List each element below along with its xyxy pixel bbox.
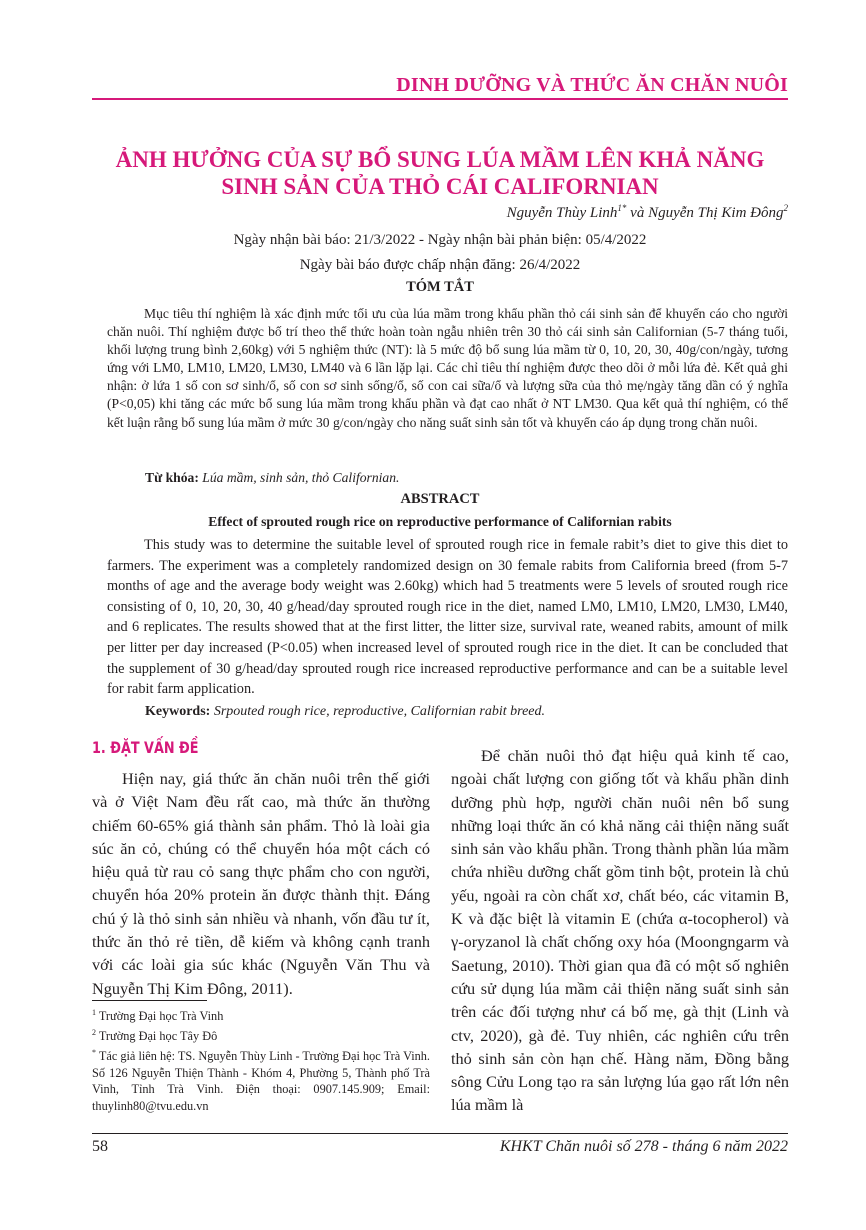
footnote-1 xyxy=(92,1005,430,1025)
abstract-body: This study was to determine the suitable level of sprouted rough rice in female rabit’s diet to give this diet to farmers. The experiment was a completely randomized design on 30 female rabits from California breed (from 5-7 months of age and the average body weight was 2.60kg) which had 5 treatments were 5 levels of srouted rough rice consisting of 0, 10, 20, 30, 40 g/head/day sprouted rough rice in the diet, named LM0, LM10, LM20, LM30, LM40, and 6 replicates. The results showed that at the first litter, the litter size, survival rate, weaned rabits, amount of milk per litter per day increased (P<0.05) when increased level of sprouted rough rice in the diet. It can be concluded that the supplement of 30 g/head/day sprouted rough rice increased reproductive performance and can be a suitable level for rabit farm application. xyxy=(107,537,788,698)
title-line-1: ẢNH HƯỞNG CỦA SỰ BỔ SUNG LÚA MẦM LÊN KHẢ NĂNG xyxy=(115,147,765,172)
footnote-corresponding xyxy=(92,1045,430,1115)
body-paragraph-1-text: Hiện nay, giá thức ăn chăn nuôi trên thế giới và ở Việt Nam đều rất cao, mà thức ăn thường chiếm 60-65% giá thành sản phẩm. Thỏ là loài gia súc ăn cỏ, chúng có thể chuyển hóa một cách có hiệu quả từ rau cỏ sang thực phẩm cho con người, chuyển hóa 20% protein ăn được thành thịt. Đáng chú ý là thỏ sinh sản nhiều và nhanh, vốn đầu tư ít, thức ăn thỏ rẻ tiền, dễ kiếm và không cạnh tranh với các loài gia súc khác (Nguyễn Văn Thu và Nguyễn Thị Kim Đông, 2011). xyxy=(92,769,430,998)
header-divider xyxy=(92,98,788,100)
body-paragraph-2-text: Để chăn nuôi thỏ đạt hiệu quả kinh tế cao, ngoài chất lượng con giống tốt và khẩu phần dinh dưỡng phù hợp, người chăn nuôi nên bổ sung những loại thức ăn có khả năng cải thiện năng suất sinh sản vào khẩu phần. Trong thành phần lúa mầm chứa nhiều dưỡng chất gồm tinh bột, protein là chủ yếu, ngoài ra còn chất xơ, chất béo, các vitamin B, K và đặc biệt là vitamin E (chứa α-tocopherol) và γ-oryzanol là chất chống oxy hóa (Moongngarm và Saetung, 2010). Thời gian qua đã có một số nghiên cứu sử dụng lúa mầm cải thiện năng suất sinh sản trên các đối tượng như cá bố mẹ, gà thịt (Linh và ctv, 2020), gà đẻ. Tuy nhiên, các nghiên cứu trên thỏ sinh sản còn hạn chế. Hàng năm, Đồng bằng sông Cửu Long tạo ra sản lượng lúa gạo rất lớn nên lúa mầm là xyxy=(451,746,789,1115)
abstract-title: Effect of sprouted rough rice on reproductive performance of Californian rabits xyxy=(208,514,672,529)
abstract-heading: ABSTRACT xyxy=(400,491,480,507)
keywords-vi xyxy=(145,470,399,486)
received-dates: Ngày nhận bài báo: 21/3/2022 - Ngày nhận bài phản biện: 05/4/2022 xyxy=(233,232,647,248)
footnote-divider xyxy=(92,1000,207,1001)
footnote-text: Tác giả liên hệ: TS. Nguyễn Thùy Linh - Trường Đại học Trà Vinh. Số 126 Nguyễn Thiện Thành - Khóm 4, Phường 5, Thành phố Trà Vinh, Tỉnh Trà Vinh. Điện thoại: 0907.145.909; Email: thuylinh80@tvu.edu.vn xyxy=(92,1048,430,1114)
author-join: và xyxy=(626,205,649,221)
title-line-2: SINH SẢN CỦA THỎ CÁI CALIFORNIAN xyxy=(221,174,659,199)
section-1-heading: 1. ĐẶT VẤN ĐỀ xyxy=(92,738,199,757)
summary-vi-heading: TÓM TẮT xyxy=(406,279,474,295)
author-1-mark: 1* xyxy=(617,203,627,213)
journal-citation: KHKT Chăn nuôi số 278 - tháng 6 năm 2022 xyxy=(499,1138,788,1155)
keywords-vi-value: Lúa mầm, sinh sản, thỏ Californian. xyxy=(198,470,400,485)
footnotes xyxy=(92,1005,430,1115)
section-header: DINH DƯỠNG VÀ THỨC ĂN CHĂN NUÔI xyxy=(396,74,788,96)
authors xyxy=(507,203,788,222)
footnote-mark: 1 xyxy=(92,1008,96,1017)
footnote-mark: 2 xyxy=(92,1027,96,1037)
article-title xyxy=(92,146,788,200)
author-1: Nguyễn Thùy Linh xyxy=(506,205,618,221)
author-2: Nguyễn Thị Kim Đông xyxy=(648,205,784,221)
footnote-text: Trường Đại học Tây Đô xyxy=(96,1028,218,1043)
keywords-en-value: Srpouted rough rice, reproductive, Californian rabit breed. xyxy=(210,704,545,719)
accepted-date: Ngày bài báo được chấp nhận đăng: 26/4/2022 xyxy=(299,257,581,273)
footnote-text: Trường Đại học Trà Vinh xyxy=(96,1009,224,1024)
abstract-text xyxy=(107,535,788,700)
keywords-en xyxy=(145,704,545,720)
body-paragraph-2 xyxy=(451,744,789,1117)
author-2-mark: 2 xyxy=(783,203,788,213)
footnote-2 xyxy=(92,1025,430,1045)
keywords-vi-label: Từ khóa: xyxy=(145,470,199,485)
page-number: 58 xyxy=(92,1138,108,1155)
footnote-mark: * xyxy=(92,1047,96,1057)
footer-divider xyxy=(92,1133,788,1134)
keywords-en-label: Keywords: xyxy=(145,704,211,719)
summary-vi-text xyxy=(107,305,788,432)
body-paragraph-1 xyxy=(92,767,430,1000)
summary-vi-body: Mục tiêu thí nghiệm là xác định mức tối ưu của lúa mầm trong khẩu phần thỏ cái sinh sản để khuyến cáo cho người chăn nuôi. Thí nghiệm được bố trí theo thể thức hoàn toàn ngẫu nhiên trên 30 thỏ cái sinh sản Californian (5-7 tháng tuổi, khối lượng trung bình 2,60kg) với 5 nghiệm thức (NT): là 5 mức độ bổ sung lúa mầm từ 0, 10, 20, 30, 40g/con/ngày, tương ứng với LM0, LM10, LM20, LM30, LM40 và 6 lần lặp lại. Các chỉ tiêu thí nghiệm được theo dõi ở mỗi lứa đẻ. Kết quả ghi nhận: ở lứa 1 số con sơ sinh/ổ, số con sơ sinh sống/ổ, số con cai sữa/ổ và lượng sữa của thỏ mẹ/ngày tăng dần có ý nghĩa (P<0,05) khi tăng các mức bổ sung lúa mầm trong khẩu phần và đạt cao nhất ở NT LM30. Qua kết quả thí nghiệm, có thể kết luận rằng bổ sung lúa mầm ở mức 30 g/con/ngày cho năng suất sinh sản tốt và khuyến cáo áp dụng trong chăn nuôi. xyxy=(107,306,788,430)
